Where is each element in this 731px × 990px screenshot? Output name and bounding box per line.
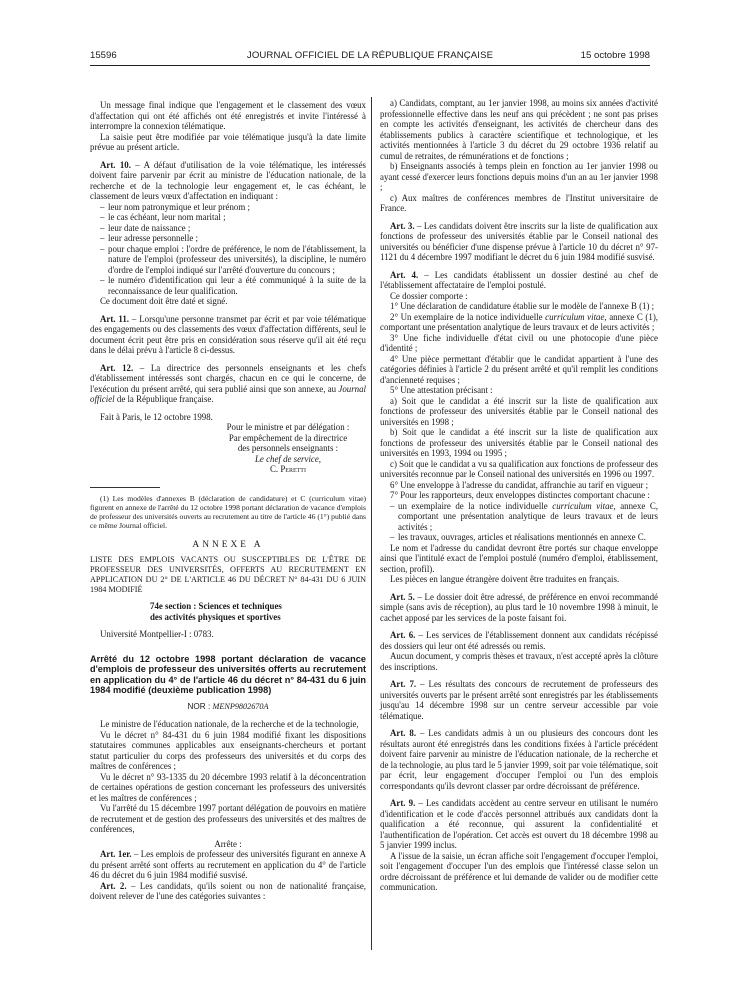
footnote: (1) Les modèles d'annexes B (déclaration de candidature) et C (curriculum vitae) figurent en annexe de l'arrêté du 12 octobre 1998 portant déclaration de vacance d'emplois de professeur des universités ouverts au recrutement au titre de l'article 46 (1°) publié dans ce même Journal officiel. — [90, 493, 366, 530]
paragraph: Le ministre de l'éducation nationale, de la recherche et de la technologie, — [100, 719, 359, 730]
paragraph: 1° Une déclaration de candidature établie sur le modèle de l'annexe B (1) ; — [390, 301, 655, 311]
annexe-heading: LISTE DES EMPLOIS VACANTS OU SUSCEPTIBLES DE L'ÊTRE DE PROFESSEUR DES UNIVERSITÉS, OFFERTS AU RECRUTEMENT EN APPLICATION DU 2° DE L'ARTICLE 46 DU DÉCRET N° 84-431 DU 6 JUIN 1984 MODIFIÉ — [90, 555, 366, 594]
article-text: – Les candidats doivent être inscrits sur la liste de qualification aux fonctions de professeur des universités établie par le Conseil national des universités ou bénéficier d'une dispense prévue à l'article 10 du décret n° 97-1121 du 4 décembre 1997 modifiant le décret du 6 juin 1984 modifié susvisé. — [380, 220, 658, 262]
journal-title: JOURNAL OFFICIEL DE LA RÉPUBLIQUE FRANÇAISE — [246, 50, 494, 61]
text-run: annexe C, comportant une présentation analytique de leurs travaux et de leurs activités ; — [398, 500, 658, 532]
issue-date: 15 octobre 1998 — [580, 50, 650, 61]
list-item: – le cas échéant, leur nom marital ; — [100, 212, 366, 223]
paragraph: Vu le décret n° 93-1335 du 20 décembre 1993 relatif à la déconcentration de certaines opérations de gestion concernant les professeurs des universités et les maîtres de conférences ; — [90, 771, 366, 803]
paragraph: b) Soit que le candidat a été inscrit sur la liste de qualification aux fonctions de professeur des universités établie par le Conseil national des universités en 1993, 1994 ou 1995 ; — [380, 427, 658, 458]
list-item: – le numéro d'identification qui leur a été communiqué à la suite de la reconnaissance de leur qualification. — [100, 275, 366, 296]
signature-name: C. Peretti — [270, 464, 306, 474]
article-label: Art. 8. — [390, 728, 417, 738]
paragraph: Les pièces en langue étrangère doivent être traduites en français. — [390, 574, 620, 584]
list-item: – les travaux, ouvrages, articles et réalisations mentionnés en annexe C. — [390, 532, 658, 543]
list-item: – leur adresse personnelle ; — [100, 233, 366, 244]
article-label: Art. 2. — [100, 880, 127, 891]
nor-code: MENP9802670A — [212, 701, 269, 711]
arrete-heading: Arrête : — [214, 838, 242, 849]
article-label: Art. 10. — [100, 159, 131, 170]
list-item — [390, 501, 658, 533]
section-line: des activités physiques et sportives — [150, 611, 281, 622]
article-text: – Les candidats admis à un ou plusieurs des concours dont les résultats auront été enregistrés dans les conditions fixées à l'article précédent doivent faire parvenir au ministre de l'éducation nationale, de la recherche et de la technologie, au plus tard le 5 janvier 1999, soit par voie télématique, soit par écrit, leur engagement d'occuper l'emploi ou l'un des emplois correspondants qu'ils devront classer par ordre décroissant de préférence. — [380, 728, 658, 791]
article-label: Art. 1er. — [100, 849, 132, 860]
article-label: Art. 7. — [390, 679, 417, 689]
paragraph: 3° Une fiche individuelle d'état civil ou une photocopie d'une pièce d'identité ; — [380, 332, 658, 353]
paragraph: a) Soit que le candidat a été inscrit sur la liste de qualification aux fonctions de professeur des universités établie par le Conseil national des universités en 1998 ; — [380, 395, 658, 427]
paragraph: a) Candidats, comptant, au 1er janvier 1998, au moins six années d'activité professionnelle effective dans les neuf ans qui précèdent ; ne sont pas prises en compte les activités d'enseignant, les activités de chercheur dans des établissements publics à caractère scientifique et technologique, et les activités mentionnées à l'article 3 du décret du 29 octobre 1936 relatif au cumul de retraites, de rémunérations et de fonctions ; — [380, 98, 658, 161]
article-text: – A défaut d'utilisation de la voie télématique, les intéressés doivent faire parvenir par écrit au ministre de l'éducation nationale, de la recherche et de la technologie leur engagement et, le cas échéant, le classement de leurs vœux d'affectation en indiquant : — [90, 159, 366, 201]
article-text: – Lorsqu'une personne transmet par écrit et par voie télématique des engagements ou des classements des vœux d'affectation différents, seul le document écrit peut être pris en considération sous réserve qu'il ait été reçu dans le délai prévu à l'article 8 ci-dessus. — [90, 313, 366, 355]
article-9 — [380, 798, 658, 851]
text-run: 2° Un exemplaire de la notice individuelle — [390, 311, 546, 322]
signature-block — [210, 422, 366, 475]
article-label: Art. 4. — [390, 269, 419, 280]
article-8 — [380, 728, 658, 791]
nor-reference — [90, 702, 366, 713]
section-heading — [150, 601, 366, 622]
page-header — [90, 50, 650, 64]
list-item: – pour chaque emploi : l'ordre de préférence, le nom de l'établissement, la nature de l'emploi (professeur des universités), la discipline, le numéro d'ordre de l'emploi indiqué sur l'arrêté d'ouverture du concours ; — [100, 244, 366, 276]
list-item: – leur date de naissance ; — [100, 223, 366, 234]
article-4 — [380, 270, 658, 291]
article-text: de la République française. — [114, 394, 214, 404]
paragraph: 6° Une enveloppe à l'adresse du candidat, affranchie au tarif en vigueur ; — [390, 479, 649, 490]
text-run: curriculum vitae, — [552, 500, 616, 511]
article-label: Art. 11. — [100, 313, 130, 324]
journal-name: Journal officiel — [90, 383, 366, 404]
article-11 — [90, 314, 366, 356]
arrete-title: Arrêté du 12 octobre 1998 portant déclaration de vacance d'emplois de professeur des universités offerts au recrutement en application du 4° de l'article 46 du décret n° 84-431 du 6 juin 1984 modifié (deuxième publication 1998) — [90, 653, 366, 696]
article-text: – Les candidats accèdent au centre serveur en utilisant le numéro d'identification et le code d'accès personnel attribués aux candidats dont la qualification a été reconnue, qui assurent la confidentialité et l'authentification de l'opération. Cet accès est ouvert du 18 décembre 1998 au 5 janvier 1999 inclus. — [380, 798, 658, 850]
article-label: Art. 9. — [390, 798, 416, 808]
paragraph — [380, 312, 658, 333]
paragraph: Vu l'arrêté du 15 décembre 1997 portant délégation de pouvoirs en matière de recrutement et de gestion des professeurs des universités et des maîtres de conférences, — [90, 803, 366, 835]
article-label: Art. 12. — [100, 362, 134, 373]
paragraph: 7° Pour les rapporteurs, deux enveloppes distinctes comportant chacune : — [390, 490, 650, 500]
paragraph: Aucun document, y compris thèses et travaux, n'est accepté après la clôture des inscriptions. — [380, 651, 658, 672]
paragraph: c) Aux maîtres de conférences membres de l'Institut universitaire de France. — [380, 192, 658, 213]
paragraph: Ce document doit être daté et signé. — [100, 296, 228, 306]
right-column — [380, 98, 658, 893]
article-7 — [380, 679, 658, 721]
text-run: un exemplaire de la notice individuelle — [398, 500, 553, 511]
article-label: Art. 5. — [390, 591, 415, 602]
annexe-title: ANNEXE A — [192, 539, 264, 550]
article-text: – Le dossier doit être adressé, de préférence en envoi recommandé simple (sans avis de réception), au plus tard le 10 novembre 1998 à minuit, le cachet apposé par les services de la poste faisant foi. — [380, 591, 658, 623]
paragraph: 5° Une attestation précisant : — [390, 385, 493, 395]
signature-line: des personnels enseignants : — [237, 443, 339, 453]
article-text: – Les candidats, qu'ils soient ou non de nationalité française, doivent relever de l'une des catégories suivantes : — [90, 880, 366, 902]
article-2 — [90, 881, 366, 902]
paragraph: Vu le décret n° 84-431 du 6 juin 1984 modifié fixant les dispositions statutaires communes applicables aux enseignants-chercheurs et portant statut particulier du corps des professeurs des universités et du corps des maîtres de conférences ; — [90, 729, 366, 772]
article-label: Art. 3. — [390, 220, 415, 231]
list-item: – leur nom patronymique et leur prénom ; — [100, 202, 366, 213]
section-line: 74e section : Sciences et techniques — [150, 601, 282, 611]
paragraph: b) Enseignants associés à temps plein en fonction au 1er janvier 1998 ou ayant cessé d'exercer leurs fonctions depuis moins d'un an au 1er janvier 1998 ; — [380, 161, 658, 192]
university: Université Montpellier-I : 0783. — [100, 629, 214, 639]
paragraph: Un message final indique que l'engagement et le classement des vœux d'affectation qui ont été affichés ont été enregistrés et invite l'intéressé à interrompre la connexion télématique. — [90, 100, 366, 131]
list — [380, 501, 658, 543]
signature-role: Le chef de service, — [254, 453, 322, 464]
article-5 — [380, 592, 658, 624]
article-6 — [380, 630, 658, 651]
article-3 — [380, 221, 658, 263]
signature-line: Pour le ministre et par délégation : — [226, 422, 350, 432]
article-10 — [90, 160, 366, 202]
paragraph: Ce dossier comporte : — [390, 290, 468, 301]
text-run: annexe C (1), comportant une présentation analytique de leurs travaux et de leurs activités ; — [380, 311, 658, 332]
paragraph: A l'issue de la saisie, un écran affiche soit l'engagement d'occuper l'emploi, soit l'engagement d'occuper l'un des emplois que l'intéressé classe selon un ordre décroissant de préférence et lui demande de valider ou de modifier cette communication. — [380, 850, 658, 892]
paragraph: c) Soit que le candidat a vu sa qualification aux fonctions de professeur des universités reconnue par le Conseil national des universités en 1996 ou 1997. — [380, 458, 658, 479]
article-text: – Les services de l'établissement donnent aux candidats récépissé des dossiers qui leur ont été adressés ou remis. — [380, 630, 658, 651]
article-text: – Les emplois de professeur des universités figurant en annexe A du présent arrêté sont offerts au recrutement en application du 4° de l'article 46 du décret du 6 juin 1984 modifié susvisé. — [90, 849, 367, 881]
paragraph: Le nom et l'adresse du candidat devront être portés sur chaque enveloppe ainsi que l'intitulé exact de l'emploi postulé (numéro d'emploi, établissement, section, profil). — [380, 542, 658, 574]
paragraph: 4° Une pièce permettant d'établir que le candidat appartient à l'une des catégories définies à l'article 2 du présent arrêté et qu'il remplit les conditions d'ancienneté requises ; — [380, 353, 658, 385]
text-run: curriculum vitae, — [545, 311, 607, 322]
left-column — [90, 100, 366, 902]
column-separator — [371, 97, 372, 950]
article-label: Art. 6. — [390, 630, 416, 640]
nor-label: NOR : — [187, 701, 213, 711]
page-number: 15596 — [90, 50, 117, 61]
footnote-rule — [90, 487, 160, 488]
article-text: – La directrice des personnels enseignants et les chefs d'établissement intéressés sont chargés, chacun en ce qui le concerne, de l'exécution du présent arrêté, qui sera publié ainsi que son annexe, au — [90, 362, 367, 394]
signature-line: Par empêchement de la directrice — [228, 432, 348, 443]
list — [90, 202, 366, 297]
header-rule — [90, 65, 650, 66]
paragraph: La saisie peut être modifiée par voie télématique jusqu'à la date limite prévue au présent article. — [90, 131, 366, 152]
article-12 — [90, 363, 366, 405]
article-1 — [90, 849, 366, 881]
article-text: – Les candidats établissent un dossier destiné au chef de l'établissement affectataire de l'emploi postulé. — [380, 269, 658, 290]
signature-date: Fait à Paris, le 12 octobre 1998. — [100, 411, 213, 422]
article-text: – Les résultats des concours de recrutement de professeurs des universités ouverts par le présent arrêté sont enregistrés par les établissements jusqu'au 14 décembre 1998 sur un centre serveur accessible par voie télématique. — [380, 679, 658, 721]
